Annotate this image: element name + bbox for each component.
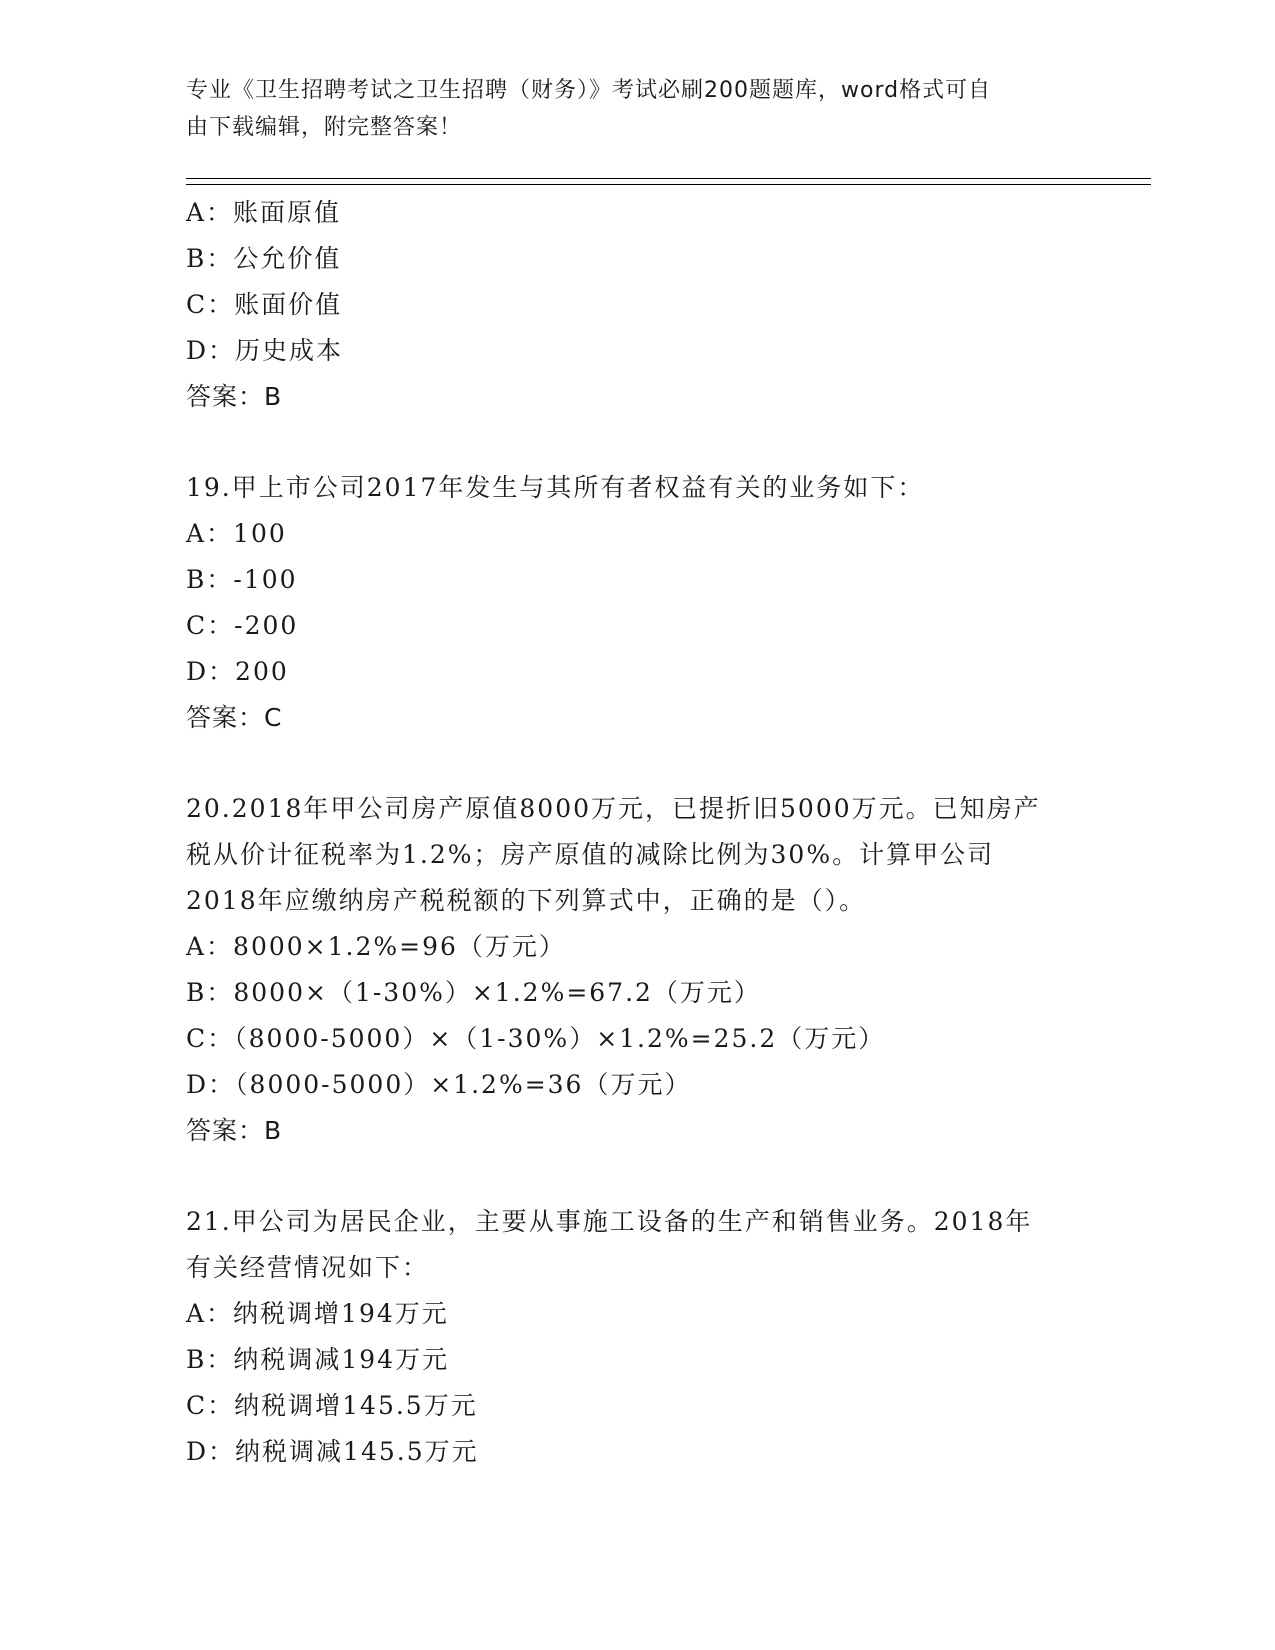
- question-block-21: [186, 1199, 1086, 1475]
- header-line-2: 由下载编辑，附完整答案！: [186, 115, 463, 140]
- question-content: [186, 190, 1086, 1475]
- block-spacer: [186, 420, 1086, 465]
- header-line-1: 专业《卫生招聘考试之卫生招聘（财务）》考试必刷200题题库，word格式可自: [186, 78, 992, 103]
- option-b: B：公允价值: [186, 244, 342, 273]
- option-c: C：账面价值: [186, 290, 343, 319]
- option-a: A：账面原值: [186, 198, 342, 227]
- answer-line: 答案：B: [186, 1116, 283, 1145]
- option-a: A：8000×1.2%=96（万元）: [186, 932, 566, 961]
- option-a: A：100: [186, 519, 287, 548]
- document-header: [186, 72, 1066, 146]
- question-text: 2018年应缴纳房产税税额的下列算式中，正确的是（）。: [186, 886, 867, 915]
- question-text: 21.甲公司为居民企业，主要从事施工设备的生产和销售业务。2018年: [186, 1207, 1033, 1236]
- question-text: 税从价计征税率为1.2%；房产原值的减除比例为30%。计算甲公司: [186, 840, 995, 869]
- option-b: B：-100: [186, 565, 298, 594]
- option-c: C：（8000-5000）×（1-30%）×1.2%=25.2（万元）: [186, 1024, 886, 1053]
- answer-line: 答案：B: [186, 382, 283, 411]
- option-a: A：纳税调增194万元: [186, 1299, 449, 1328]
- block-spacer: [186, 1154, 1086, 1199]
- question-text: 有关经营情况如下：: [186, 1253, 430, 1282]
- option-d: D：（8000-5000）×1.2%=36（万元）: [186, 1070, 692, 1099]
- question-block-20: [186, 786, 1086, 1154]
- option-c: C：-200: [186, 611, 299, 640]
- option-d: D：200: [186, 657, 289, 686]
- question-text: 20.2018年甲公司房产原值8000万元，已提折旧5000万元。已知房产: [186, 794, 1041, 823]
- block-spacer: [186, 741, 1086, 786]
- header-divider-top: [186, 178, 1151, 179]
- answer-line: 答案：C: [186, 703, 283, 732]
- question-block-18: [186, 190, 1086, 420]
- question-text: 19.甲上市公司2017年发生与其所有者权益有关的业务如下：: [186, 473, 925, 502]
- header-divider-bottom: [186, 184, 1151, 185]
- option-d: D：纳税调减145.5万元: [186, 1437, 479, 1466]
- option-b: B：纳税调减194万元: [186, 1345, 450, 1374]
- option-b: B：8000×（1-30%）×1.2%=67.2（万元）: [186, 978, 761, 1007]
- question-block-19: [186, 465, 1086, 741]
- option-c: C：纳税调增145.5万元: [186, 1391, 478, 1420]
- option-d: D：历史成本: [186, 336, 344, 365]
